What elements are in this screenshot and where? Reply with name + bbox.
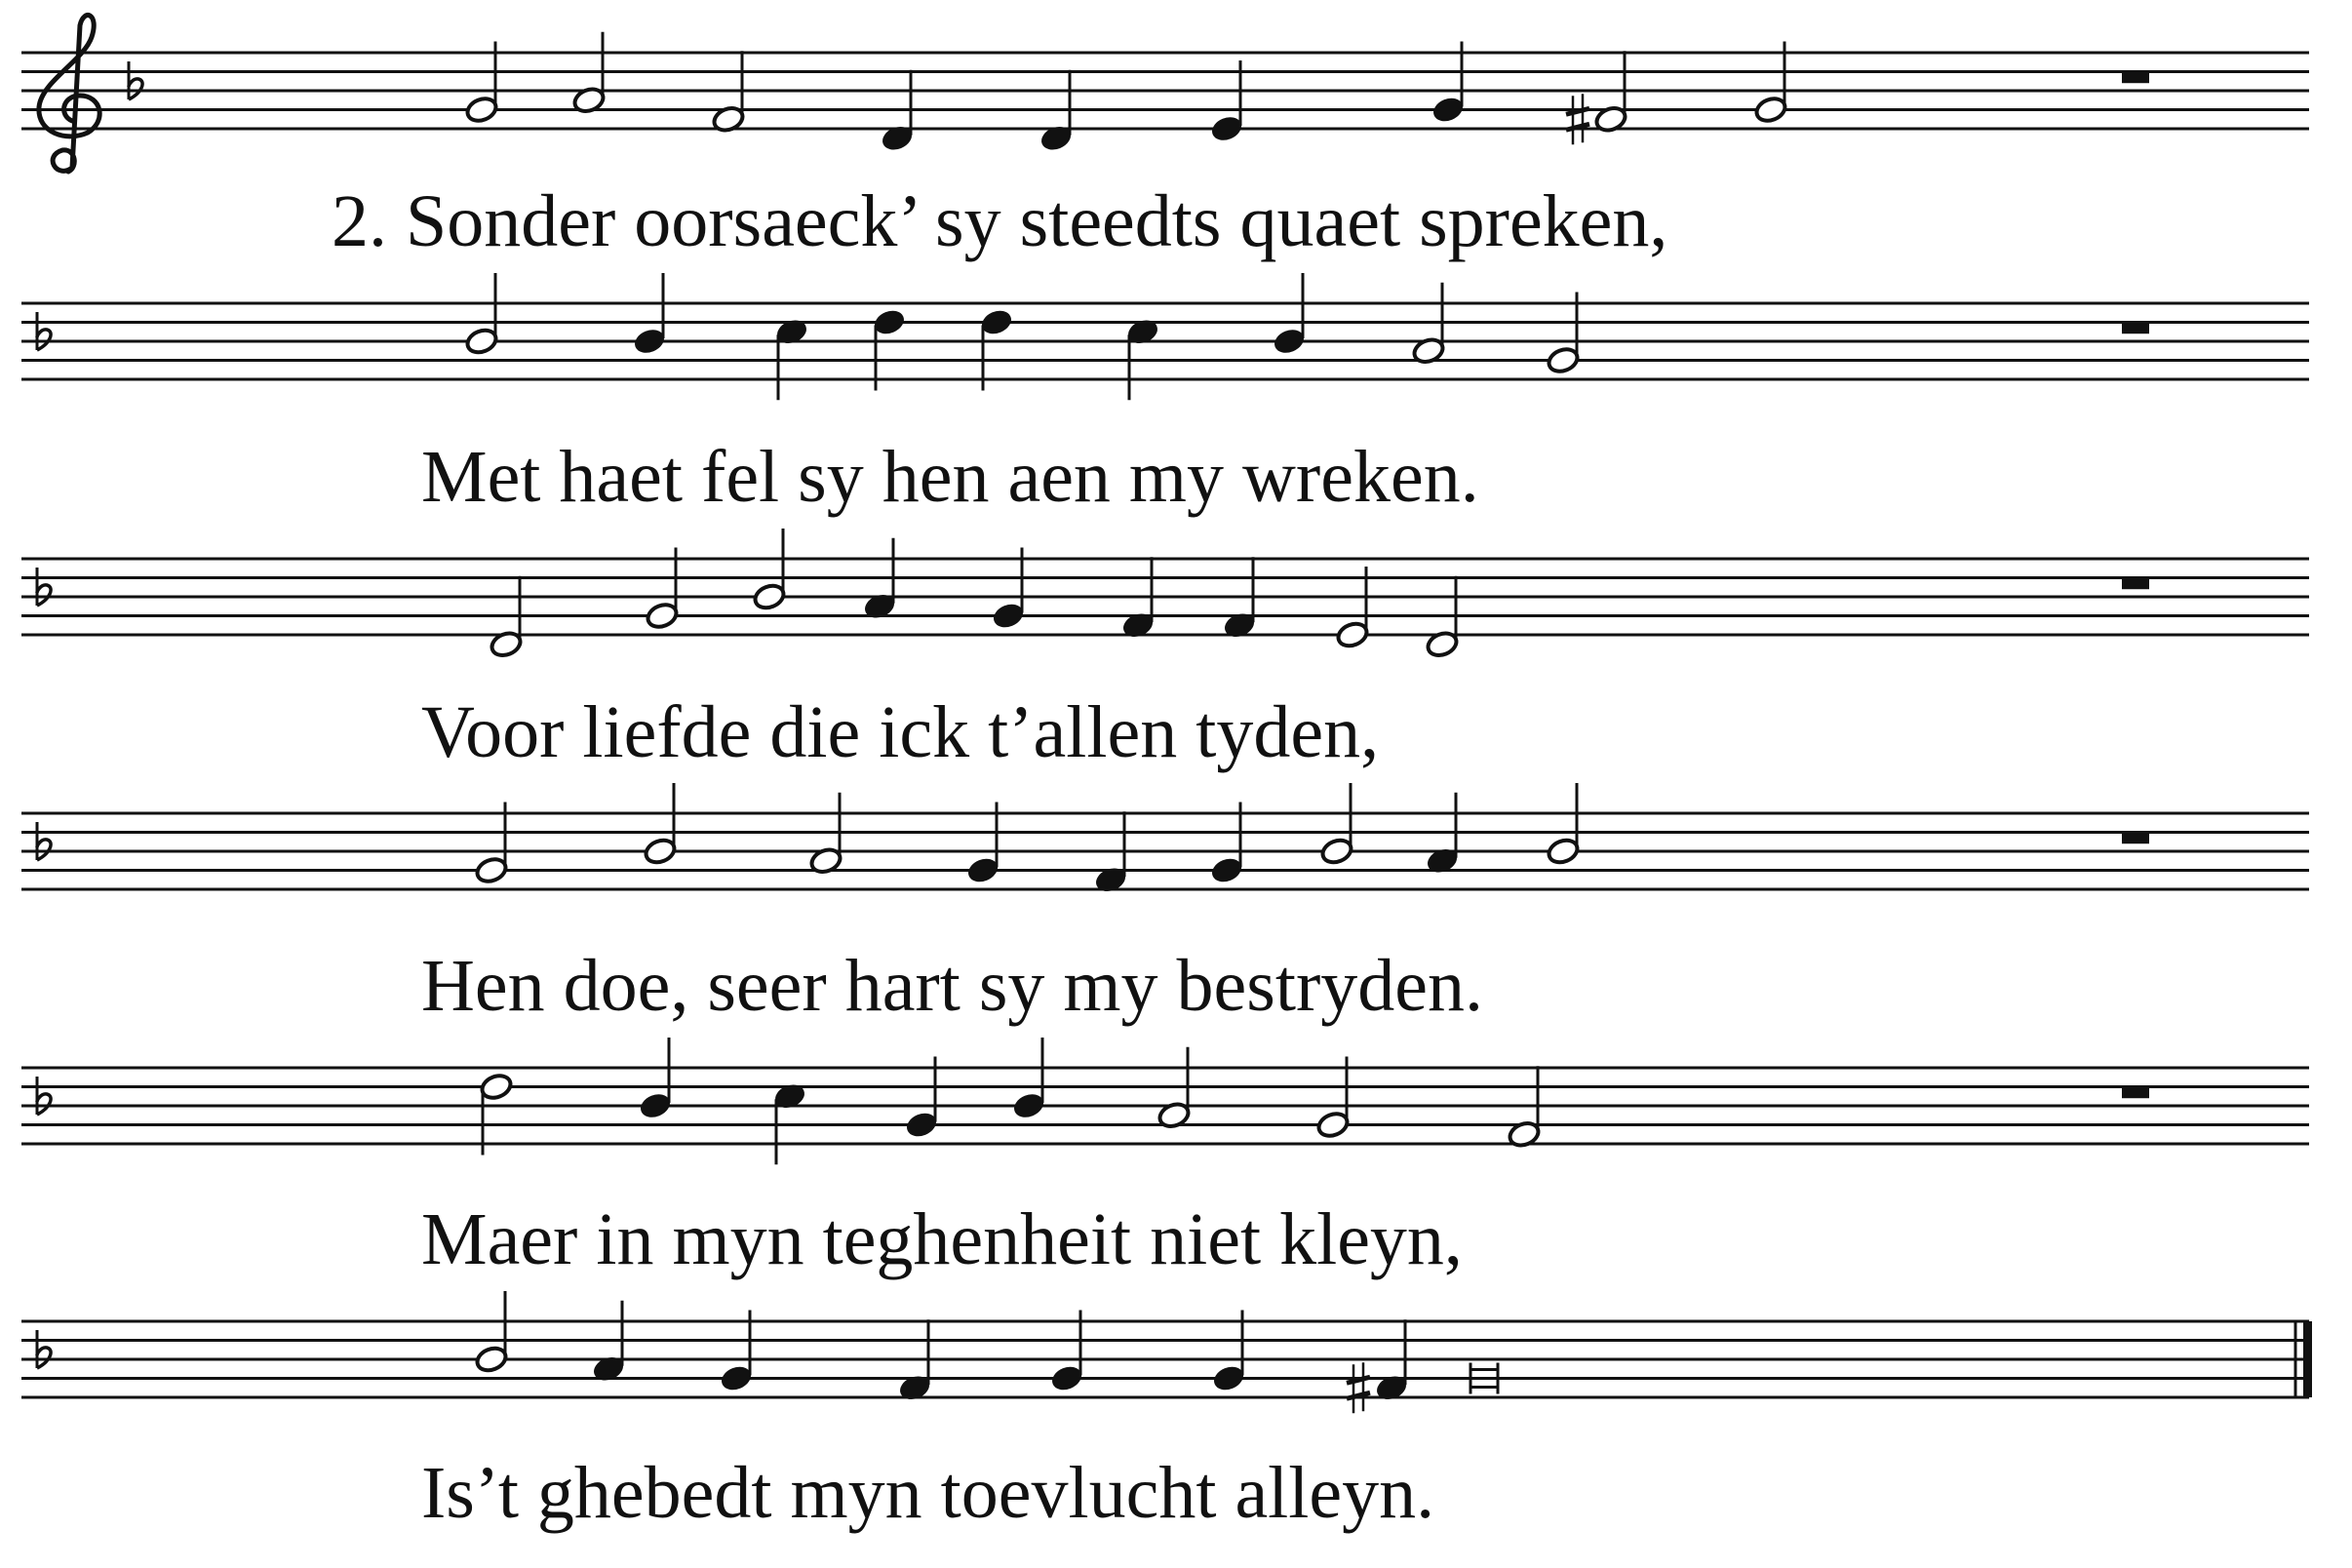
- half-note: [489, 576, 524, 659]
- quarter-note: [1125, 317, 1160, 400]
- quarter-note: [1222, 557, 1257, 640]
- quarter-note: [1011, 1038, 1046, 1120]
- whole-rest: [2122, 579, 2149, 590]
- staff-lines: [21, 303, 2309, 379]
- sharp-accidental-icon: [1347, 1362, 1370, 1413]
- quarter-note: [1272, 273, 1307, 356]
- sharp-accidental-icon: [1566, 94, 1589, 144]
- staff-system: [21, 273, 2309, 518]
- lyric-line: Met haet fel sy hen aen my wreken.: [421, 436, 1479, 518]
- lyric-line: Maer in myn teghenheit niet kleyn,: [421, 1198, 1463, 1280]
- half-note: [474, 1291, 509, 1374]
- half-note: [643, 783, 678, 866]
- key-signature-flat-icon: [129, 61, 142, 99]
- half-note: [1546, 783, 1581, 866]
- key-signature-flat-icon: [37, 1077, 51, 1115]
- half-note: [1566, 51, 1628, 144]
- quarter-note: [632, 273, 667, 356]
- quarter-note: [1120, 557, 1156, 640]
- quarter-note: [638, 1038, 673, 1120]
- lyric-line: 2. Sonder oorsaeck’ sy steedts quaet spreken,: [332, 180, 1668, 262]
- staff-lines: [21, 1321, 2309, 1397]
- quarter-note: [880, 70, 915, 153]
- key-signature-flat-icon: [37, 822, 51, 860]
- quarter-note: [862, 538, 897, 621]
- key-signature-flat-icon: [37, 312, 51, 350]
- quarter-note: [897, 1319, 932, 1402]
- staff-system: [21, 783, 2309, 1027]
- half-note: [808, 793, 843, 876]
- lyric-line: Hen doe, seer hart sy my bestryden.: [421, 945, 1484, 1027]
- whole-rest: [2122, 73, 2149, 84]
- half-note: [1411, 283, 1446, 366]
- half-note: [464, 273, 499, 356]
- staff-lines: [21, 1068, 2309, 1144]
- whole-rest: [2122, 324, 2149, 334]
- quarter-note: [1039, 70, 1074, 153]
- half-note: [571, 32, 607, 115]
- key-signature-flat-icon: [37, 568, 51, 606]
- quarter-note: [772, 1081, 807, 1164]
- staff-system: [21, 1291, 2312, 1534]
- key-signature-flat-icon: [37, 1330, 51, 1368]
- half-note: [711, 51, 746, 134]
- quarter-note: [1093, 811, 1128, 894]
- whole-rest: [2122, 834, 2149, 844]
- quarter-note: [591, 1301, 626, 1384]
- staff-lines: [21, 53, 2309, 129]
- lyric-line: Is’t ghebedt myn toevlucht alleyn.: [421, 1452, 1435, 1534]
- staff-lines: [21, 559, 2309, 635]
- staff-system: [21, 529, 2309, 773]
- staff-system: [21, 16, 2309, 262]
- quarter-note: [774, 317, 809, 400]
- staff-system: [21, 1038, 2309, 1280]
- whole-rest: [2122, 1088, 2149, 1099]
- staff-lines: [21, 813, 2309, 889]
- quarter-note: [1347, 1319, 1409, 1413]
- half-note: [752, 529, 787, 611]
- breve-note: [1470, 1363, 1498, 1394]
- quarter-note: [1425, 793, 1460, 876]
- half-note: [1156, 1047, 1192, 1130]
- half-note: [1507, 1066, 1542, 1149]
- half-note: [1319, 783, 1354, 866]
- lyric-line: Voor liefde die ick t’allen tyden,: [421, 691, 1380, 773]
- treble-clef-icon: [39, 16, 99, 172]
- half-note: [1425, 576, 1460, 659]
